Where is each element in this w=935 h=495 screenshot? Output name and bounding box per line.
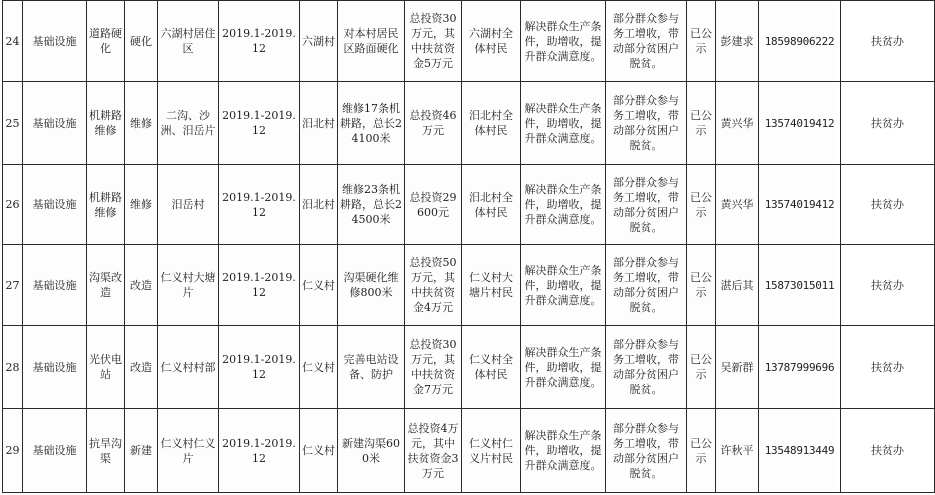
cell-period: 2019.1-2019.12 xyxy=(219,326,300,409)
cell-project: 抗旱沟渠 xyxy=(87,409,125,493)
cell-contact: 彭建求 xyxy=(716,1,759,82)
cell-period: 2019.1-2019.12 xyxy=(219,1,300,82)
cell-type: 维修 xyxy=(125,82,158,165)
cell-investment: 总投资30万元，其中扶贫资金5万元 xyxy=(405,1,462,82)
cell-type: 新建 xyxy=(125,409,158,493)
cell-dept: 扶贫办 xyxy=(841,1,935,82)
cell-content: 维修23条机耕路，总长24500米 xyxy=(338,165,405,245)
cell-phone: 15873015011 xyxy=(759,245,841,326)
cell-status: 已公示 xyxy=(687,1,716,82)
cell-goal: 解决群众生产条件，助增收，提升群众满意度。 xyxy=(521,165,606,245)
cell-location: 仁义村村部 xyxy=(158,326,219,409)
cell-status: 已公示 xyxy=(687,165,716,245)
table-row xyxy=(3,326,935,409)
cell-dept: 扶贫办 xyxy=(841,165,935,245)
cell-dept: 扶贫办 xyxy=(841,409,935,493)
cell-village: 汨北村 xyxy=(300,82,338,165)
cell-beneficiaries: 汨北村全体村民 xyxy=(462,82,521,165)
cell-goal: 解决群众生产条件，助增收，提升群众满意度。 xyxy=(521,326,606,409)
cell-project: 沟渠改造 xyxy=(87,245,125,326)
cell-type: 硬化 xyxy=(125,1,158,82)
cell-village: 汨北村 xyxy=(300,165,338,245)
cell-status: 已公示 xyxy=(687,326,716,409)
cell-project: 机耕路维修 xyxy=(87,165,125,245)
cell-project: 道路硬化 xyxy=(87,1,125,82)
cell-no: 28 xyxy=(3,326,23,409)
cell-phone: 13574019412 xyxy=(759,82,841,165)
cell-mechanism: 部分群众参与务工增收，带动部分贫困户脱贫。 xyxy=(606,82,687,165)
cell-dept: 扶贫办 xyxy=(841,245,935,326)
cell-village: 仁义村 xyxy=(300,326,338,409)
cell-location: 仁义村大塘片 xyxy=(158,245,219,326)
cell-investment: 总投资30万元，其中扶贫资金7万元 xyxy=(405,326,462,409)
cell-contact: 黄兴华 xyxy=(716,82,759,165)
cell-period: 2019.1-2019.12 xyxy=(219,245,300,326)
table-row xyxy=(3,82,935,165)
cell-no: 24 xyxy=(3,1,23,82)
cell-goal: 解决群众生产条件，助增收，提升群众满意度。 xyxy=(521,1,606,82)
cell-category: 基础设施 xyxy=(23,245,87,326)
cell-content: 完善电站设备、防护 xyxy=(338,326,405,409)
cell-location: 仁义村仁义片 xyxy=(158,409,219,493)
cell-project: 光伏电站 xyxy=(87,326,125,409)
cell-location: 二沟、沙洲、汨岳片 xyxy=(158,82,219,165)
cell-category: 基础设施 xyxy=(23,1,87,82)
table-row xyxy=(3,1,935,82)
cell-period: 2019.1-2019.12 xyxy=(219,82,300,165)
cell-mechanism: 部分群众参与务工增收，带动部分贫困户脱贫。 xyxy=(606,1,687,82)
cell-beneficiaries: 六湖村全体村民 xyxy=(462,1,521,82)
cell-type: 改造 xyxy=(125,245,158,326)
table-body xyxy=(3,1,935,493)
cell-contact: 黄兴华 xyxy=(716,165,759,245)
table-row xyxy=(3,409,935,493)
cell-mechanism: 部分群众参与务工增收，带动部分贫困户脱贫。 xyxy=(606,165,687,245)
cell-no: 26 xyxy=(3,165,23,245)
cell-contact: 许秋平 xyxy=(716,409,759,493)
cell-beneficiaries: 仁义村全体村民 xyxy=(462,326,521,409)
cell-beneficiaries: 仁义村大塘片村民 xyxy=(462,245,521,326)
cell-content: 新建沟渠600米 xyxy=(338,409,405,493)
cell-dept: 扶贫办 xyxy=(841,82,935,165)
cell-mechanism: 部分群众参与务工增收，带动部分贫困户脱贫。 xyxy=(606,326,687,409)
cell-no: 25 xyxy=(3,82,23,165)
cell-status: 已公示 xyxy=(687,82,716,165)
cell-period: 2019.1-2019.12 xyxy=(219,165,300,245)
cell-village: 仁义村 xyxy=(300,409,338,493)
cell-contact: 湛后其 xyxy=(716,245,759,326)
cell-category: 基础设施 xyxy=(23,165,87,245)
cell-investment: 总投资4万元，其中扶贫资金3万元 xyxy=(405,409,462,493)
cell-location: 六湖村居住区 xyxy=(158,1,219,82)
cell-goal: 解决群众生产条件，助增收，提升群众满意度。 xyxy=(521,245,606,326)
cell-dept: 扶贫办 xyxy=(841,326,935,409)
cell-mechanism: 部分群众参与务工增收，带动部分贫困户脱贫。 xyxy=(606,245,687,326)
cell-village: 仁义村 xyxy=(300,245,338,326)
cell-contact: 吴新群 xyxy=(716,326,759,409)
cell-mechanism: 部分群众参与务工增收，带动部分贫困户脱贫。 xyxy=(606,409,687,493)
cell-phone: 18598906222 xyxy=(759,1,841,82)
cell-goal: 解决群众生产条件，助增收，提升群众满意度。 xyxy=(521,409,606,493)
cell-status: 已公示 xyxy=(687,409,716,493)
cell-no: 29 xyxy=(3,409,23,493)
cell-type: 维修 xyxy=(125,165,158,245)
cell-category: 基础设施 xyxy=(23,326,87,409)
cell-category: 基础设施 xyxy=(23,82,87,165)
cell-phone: 13574019412 xyxy=(759,165,841,245)
table-row xyxy=(3,165,935,245)
cell-category: 基础设施 xyxy=(23,409,87,493)
cell-phone: 13787999696 xyxy=(759,326,841,409)
cell-status: 已公示 xyxy=(687,245,716,326)
cell-beneficiaries: 仁义村仁义片村民 xyxy=(462,409,521,493)
cell-beneficiaries: 汨北村全体村民 xyxy=(462,165,521,245)
cell-no: 27 xyxy=(3,245,23,326)
cell-project: 机耕路维修 xyxy=(87,82,125,165)
cell-content: 对本村居民区路面硬化 xyxy=(338,1,405,82)
cell-investment: 总投资46万元 xyxy=(405,82,462,165)
cell-content: 沟渠硬化维修800米 xyxy=(338,245,405,326)
cell-investment: 总投资50万元，其中扶贫资金4万元 xyxy=(405,245,462,326)
project-table xyxy=(2,0,935,493)
cell-investment: 总投资29600元 xyxy=(405,165,462,245)
cell-phone: 13548913449 xyxy=(759,409,841,493)
cell-village: 六湖村 xyxy=(300,1,338,82)
cell-period: 2019.1-2019.12 xyxy=(219,409,300,493)
cell-type: 改造 xyxy=(125,326,158,409)
cell-location: 汨岳村 xyxy=(158,165,219,245)
cell-content: 维修17条机耕路，总长24100米 xyxy=(338,82,405,165)
table-row xyxy=(3,245,935,326)
cell-goal: 解决群众生产条件，助增收，提升群众满意度。 xyxy=(521,82,606,165)
